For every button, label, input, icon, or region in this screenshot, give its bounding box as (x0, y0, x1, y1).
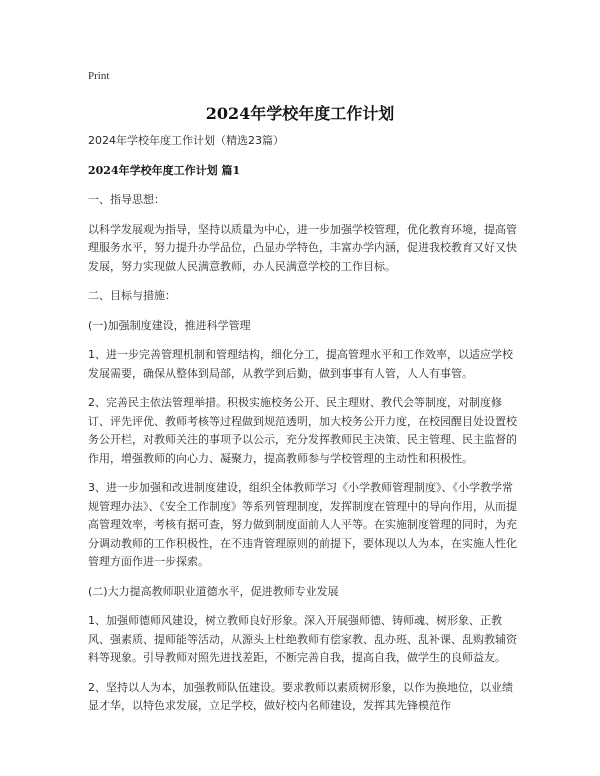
document-subtitle: 2024年学校年度工作计划（精选23篇） (88, 134, 284, 147)
document-title: 2024年学校年度工作计划 (205, 104, 395, 123)
paragraph: 2、完善民主依法管理举措。积极实施校务公开、民主理财、教代会等制度，对制度修订、评先评优、教师考核等过程做到规范透明，加大校务公开力度，在校园醒目处设置校务公开栏，对教师关注的事项予以公示，充分发挥教师民主决策、民主管理、民主监督的作用，增强教师的向心力、凝聚力，提高教师参与学校管理的主动性和积极性。 (88, 396, 517, 465)
paragraph: 以科学发展观为指导，坚持以质量为中心，进一步加强学校管理，优化教育环境，提高管理服务水平，努力提升办学品位，凸显办学特色，丰富办学内涵，促进我校教育又好又快发展，努力实现做人民满意教师，办人民满意学校的工作目标。 (88, 222, 517, 273)
paragraph: (一)加强制度建设，推进科学管理 (88, 318, 251, 332)
paragraph: 二、目标与措施： (88, 289, 176, 302)
paragraph: 3、进一步加强和改进制度建设，组织全体教师学习《小学教师管理制度》、《小学教学常规管理办法》、《安全工作制度》等系列管理制度，发挥制度在管理中的导向作用，从而提高管理效率，考核有据可查，努力做到制度面前人人平等。在实施制度管理的同时，为充分调动教师的工作积极性，在不违背管理原则的前提下，要体现以人为本，在实施人性化管理方面作进一步探索。 (88, 481, 517, 568)
document-body (88, 132, 520, 727)
paragraph: 2、坚持以人为本，加强教师队伍建设。要求教师以素质树形象，以作为换地位，以业绩显才华，以特色求发展，立足学校，做好校内名师建设，发挥其先锋模范作 (88, 680, 513, 712)
paragraph: (二)大力提高教师职业道德水平，促进教师专业发展 (88, 584, 339, 598)
print-link[interactable]: Print (88, 70, 110, 82)
paragraph: 一、指导思想： (88, 193, 165, 206)
paragraph: 1、加强师德师风建设，树立教师良好形象。深入开展强师德、铸师魂、树形象、正教风、强素质、提师能等活动，从源头上杜绝教师有偿家教、乱办班、乱补课、乱购教辅资料等现象。引导教师对照先进找差距，不断完善自我，提高自我，做学生的良师益友。 (88, 614, 517, 664)
section-heading: 2024年学校年度工作计划 篇1 (88, 163, 241, 177)
paragraph: 1、进一步完善管理机制和管理结构，细化分工，提高管理水平和工作效率，以适应学校发展需要，确保从整体到局部，从教学到后勤，做到事事有人管，人人有事管。 (88, 348, 513, 380)
